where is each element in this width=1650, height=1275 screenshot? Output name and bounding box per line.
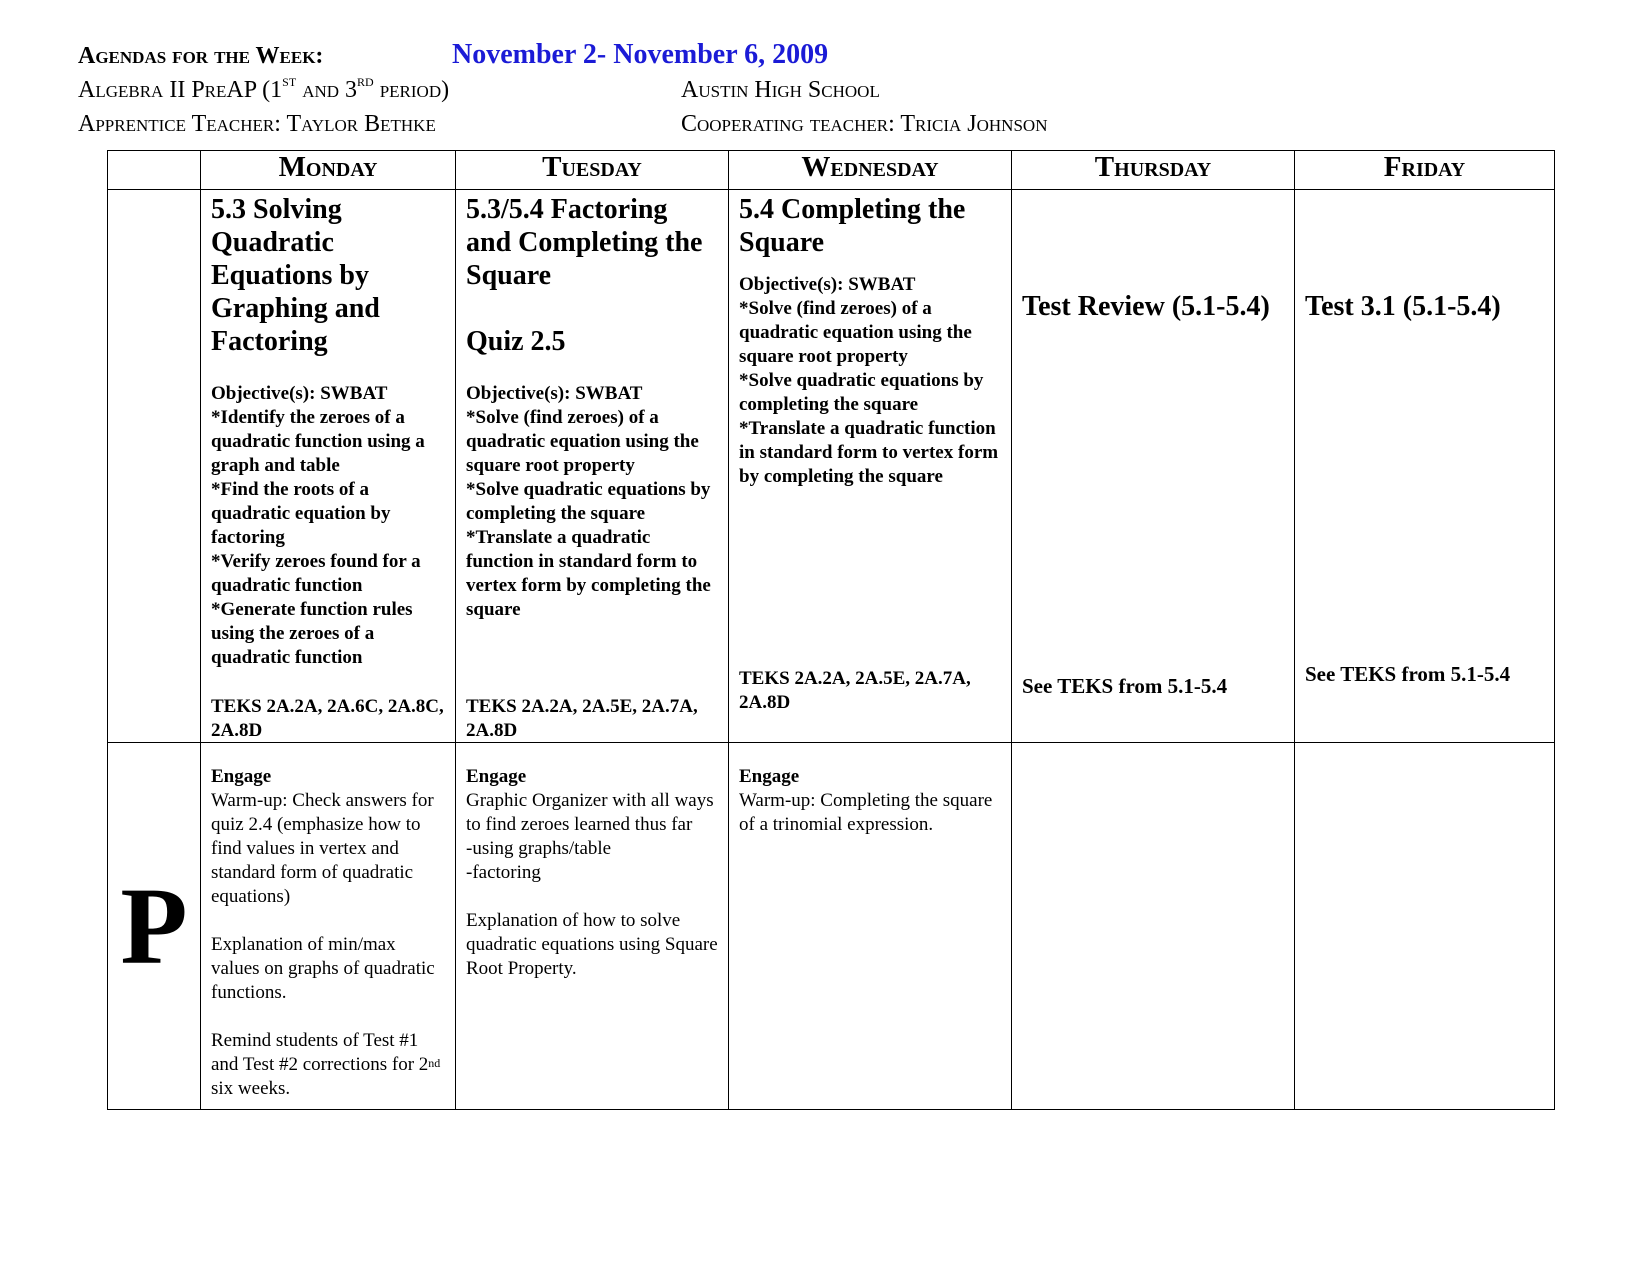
day-tuesday: Tuesday	[456, 151, 729, 190]
tuesday-procedure-text: -factoring	[466, 862, 541, 883]
monday-objective: *Generate function rules using the zeroes of a quadratic function	[211, 599, 413, 668]
friday-procedures-cell	[1295, 743, 1555, 1110]
apprentice-teacher: Apprentice Teacher: Taylor Bethke	[78, 111, 436, 137]
monday-procedure-text	[211, 1029, 445, 1101]
day-thursday: Thursday	[1012, 151, 1295, 190]
day-header-row	[108, 151, 1555, 190]
agenda-title	[78, 44, 323, 68]
monday-procedure-text: Explanation of min/max values on graphs of quadratic functions.	[211, 934, 435, 1003]
monday-objective: Objective(s): SWBAT	[211, 383, 388, 404]
tuesday-objectives-cell	[456, 190, 729, 743]
tuesday-objective: *Translate a quadratic function in standard form to vertex form by completing the square	[466, 527, 711, 620]
wednesday-objective: *Solve quadratic equations by completing the square	[739, 370, 984, 415]
tuesday-procedure-text: -using graphs/table	[466, 838, 612, 859]
monday-objective: *Verify zeroes found for a quadratic function	[211, 551, 421, 596]
wednesday-objectives-cell	[729, 190, 1012, 743]
tuesday-topic: 5.3/5.4 Factoring and Completing the Square	[466, 194, 703, 291]
wednesday-topic: 5.4 Completing the Square	[739, 194, 966, 258]
procedures-row	[108, 743, 1555, 1110]
monday-objective: *Find the roots of a quadratic equation by factoring	[211, 479, 391, 548]
monday-engage-heading: Engage	[211, 766, 272, 787]
friday-topic: Test 3.1 (5.1-5.4)	[1305, 291, 1501, 322]
wednesday-procedures-cell	[729, 743, 1012, 1110]
friday-objectives-cell	[1295, 190, 1555, 743]
row1-label-cell	[108, 190, 201, 743]
monday-topic: 5.3 Solving Quadratic Equations by Graphing and Factoring	[211, 194, 380, 357]
monday-procedures-cell	[201, 743, 456, 1110]
tuesday-objective: *Solve quadratic equations by completing the square	[466, 479, 711, 524]
school-name: Austin High School	[681, 77, 880, 103]
wednesday-teks: TEKS 2A.2A, 2A.5E, 2A.7A, 2A.8D	[739, 668, 971, 713]
monday-objective: *Identify the zeroes of a quadratic function using a graph and table	[211, 407, 425, 476]
thursday-objectives-cell	[1012, 190, 1295, 743]
course-prefix: Algebra II PreAP (1	[78, 77, 283, 103]
wednesday-engage-heading: Engage	[739, 766, 800, 787]
day-monday: Monday	[201, 151, 456, 190]
agenda-table	[107, 150, 1555, 1110]
tuesday-engage-heading: Engage	[466, 766, 527, 787]
monday-procedure-text: Warm-up: Check answers for quiz 2.4 (emphasize how to find values in vertex and standard form of quadratic equations)	[211, 790, 434, 907]
row2-label: P	[120, 864, 188, 987]
tuesday-teks: TEKS 2A.2A, 2A.5E, 2A.7A, 2A.8D	[466, 696, 698, 741]
monday-reminder-sup: nd	[428, 1056, 441, 1070]
course-info	[78, 75, 450, 103]
thursday-procedures-cell	[1012, 743, 1295, 1110]
day-friday: Friday	[1295, 151, 1555, 190]
row2-label-cell	[108, 743, 201, 1110]
tuesday-procedures-cell	[456, 743, 729, 1110]
week-dates: November 2- November 6, 2009	[452, 39, 829, 70]
agenda-label: Agendas for the Week:	[78, 43, 324, 69]
cooperating-teacher: Cooperating teacher: Tricia Johnson	[681, 111, 1048, 137]
tuesday-procedure-text: Explanation of how to solve quadratic equations using Square Root Property.	[466, 910, 718, 979]
tuesday-objective: *Solve (find zeroes) of a quadratic equation using the square root property	[466, 407, 699, 476]
friday-teks: See TEKS from 5.1-5.4	[1305, 662, 1511, 686]
wednesday-procedure-text: Warm-up: Completing the square of a trinomial expression.	[739, 790, 993, 835]
course-suffix: period)	[373, 77, 450, 103]
course-sup2: RD	[357, 75, 374, 89]
monday-objectives-cell	[201, 190, 456, 743]
thursday-teks: See TEKS from 5.1-5.4	[1022, 674, 1228, 698]
wednesday-objective: *Solve (find zeroes) of a quadratic equation using the square root property	[739, 298, 972, 367]
header-blank-cell	[108, 151, 201, 190]
wednesday-objective: Objective(s): SWBAT	[739, 274, 916, 295]
course-mid: and 3	[296, 77, 358, 103]
tuesday-objective: Objective(s): SWBAT	[466, 383, 643, 404]
monday-teks: TEKS 2A.2A, 2A.6C, 2A.8C, 2A.8D	[211, 696, 444, 741]
monday-reminder: Remind students of Test #1 and Test #2 corrections for 2	[211, 1030, 429, 1075]
course-sup1: ST	[282, 75, 297, 89]
wednesday-objective: *Translate a quadratic function in standard form to vertex form by completing the square	[739, 418, 999, 487]
monday-reminder-end: six weeks.	[211, 1078, 291, 1099]
tuesday-quiz: Quiz 2.5	[466, 326, 566, 357]
thursday-topic: Test Review (5.1-5.4)	[1022, 291, 1270, 322]
objectives-row	[108, 190, 1555, 743]
day-wednesday: Wednesday	[729, 151, 1012, 190]
tuesday-procedure-text: Graphic Organizer with all ways to find zeroes learned thus far	[466, 790, 714, 835]
